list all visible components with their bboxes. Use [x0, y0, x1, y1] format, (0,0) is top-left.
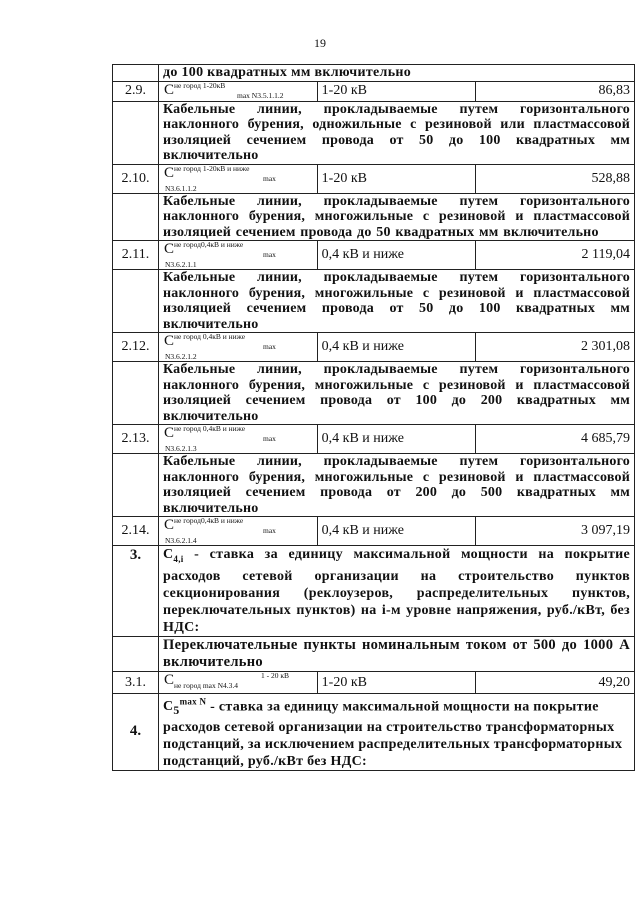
row-description: Кабельные линии, прокладываемые путем горизонтального наклонного бурения, одножильные с резиновой или пластмассовой изоляцией сечением провода от 50 до 100 квадратных мм включительно [159, 101, 635, 164]
table-row [113, 193, 635, 241]
table-row [113, 65, 635, 82]
section-row [113, 546, 635, 637]
rate-symbol: С не город max N4.3.4 1 - 20 кВ [159, 671, 318, 693]
table-row [113, 671, 635, 693]
table-row [113, 636, 635, 671]
section-number: 3. [113, 546, 159, 637]
row-description: до 100 квадратных мм включительно [159, 65, 635, 82]
voltage-level: 0,4 кВ и ниже [317, 241, 476, 270]
rate-symbol: С не город 0,4кВ и ниже max N3.6.2.1.2 [159, 333, 318, 362]
rate-symbol: С не город 0,4кВ и ниже max N3.6.2.1.3 [159, 425, 318, 454]
section-number: 4. [113, 693, 159, 770]
table-row [113, 333, 635, 362]
table-row [113, 241, 635, 270]
rate-value: 4 685,79 [476, 425, 635, 454]
rate-symbol: С не город 1-20кВ max N3.5.1.1.2 [159, 81, 318, 101]
voltage-level: 0,4 кВ и ниже [317, 333, 476, 362]
rate-value: 86,83 [476, 81, 635, 101]
voltage-level: 0,4 кВ и ниже [317, 425, 476, 454]
rate-value: 49,20 [476, 671, 635, 693]
table-row [113, 101, 635, 164]
rate-value: 528,88 [476, 164, 635, 193]
table-row [113, 164, 635, 193]
row-number: 2.14. [113, 517, 159, 546]
voltage-level: 0,4 кВ и ниже [317, 517, 476, 546]
voltage-level: 1-20 кВ [317, 81, 476, 101]
row-description: Кабельные линии, прокладываемые путем горизонтального наклонного бурения, многожильные с резиновой и пластмассовой изоляцией сечением провода от 100 до 200 квадратных мм включительно [159, 362, 635, 425]
page-number: 19 [314, 36, 326, 50]
tariff-table [112, 64, 635, 771]
rate-value: 2 119,04 [476, 241, 635, 270]
table-row [113, 517, 635, 546]
row-number: 2.9. [113, 81, 159, 101]
section-description: $С_{4,i}$ - ставка за единицу максимальной мощности на покрытие расходов сетевой организации на строительство пунктов секционирования (реклоузеров, распределительных пунктов, переключательных пунктов) на i-м уровне напряжения, руб./кВт, без НДС: [159, 546, 635, 637]
row-description: Переключательные пункты номинальным током от 500 до 1000 А включительно [159, 636, 635, 671]
row-description: Кабельные линии, прокладываемые путем горизонтального наклонного бурения, многожильные с резиновой и пластмассовой изоляцией сечением провода от 50 до 100 квадратных мм включительно [159, 270, 635, 333]
row-number: 3.1. [113, 671, 159, 693]
section-description: $С_5^{max N}$ - ставка за единицу максимальной мощности на покрытие расходов сетевой организации на строительство трансформаторных подстанций, за исключением распределительных трансформаторных подстанций, руб./кВт без НДС: [159, 693, 635, 770]
row-number: 2.10. [113, 164, 159, 193]
rate-symbol: С не город0,4кВ и ниже max N3.6.2.1.4 [159, 517, 318, 546]
table-row [113, 454, 635, 517]
row-description: Кабельные линии, прокладываемые путем горизонтального наклонного бурения, многожильные с резиновой и пластмассовой изоляцией сечением провода от 200 до 500 квадратных мм включительно [159, 454, 635, 517]
table-row [113, 362, 635, 425]
row-number: 2.12. [113, 333, 159, 362]
rate-value: 2 301,08 [476, 333, 635, 362]
section-row [113, 693, 635, 770]
voltage-level: 1-20 кВ [317, 164, 476, 193]
row-number: 2.11. [113, 241, 159, 270]
table-row [113, 270, 635, 333]
row-number: 2.13. [113, 425, 159, 454]
rate-symbol: С не город0,4кВ и ниже max N3.6.2.1.1 [159, 241, 318, 270]
table-row [113, 425, 635, 454]
table-row [113, 81, 635, 101]
rate-value: 3 097,19 [476, 517, 635, 546]
rate-symbol: С не город 1-20кВ и ниже max N3.6.1.1.2 [159, 164, 318, 193]
voltage-level: 1-20 кВ [317, 671, 476, 693]
row-description: Кабельные линии, прокладываемые путем горизонтального наклонного бурения, многожильные с резиновой и пластмассовой изоляцией сечением провода до 50 квадратных мм включительно [159, 193, 635, 241]
